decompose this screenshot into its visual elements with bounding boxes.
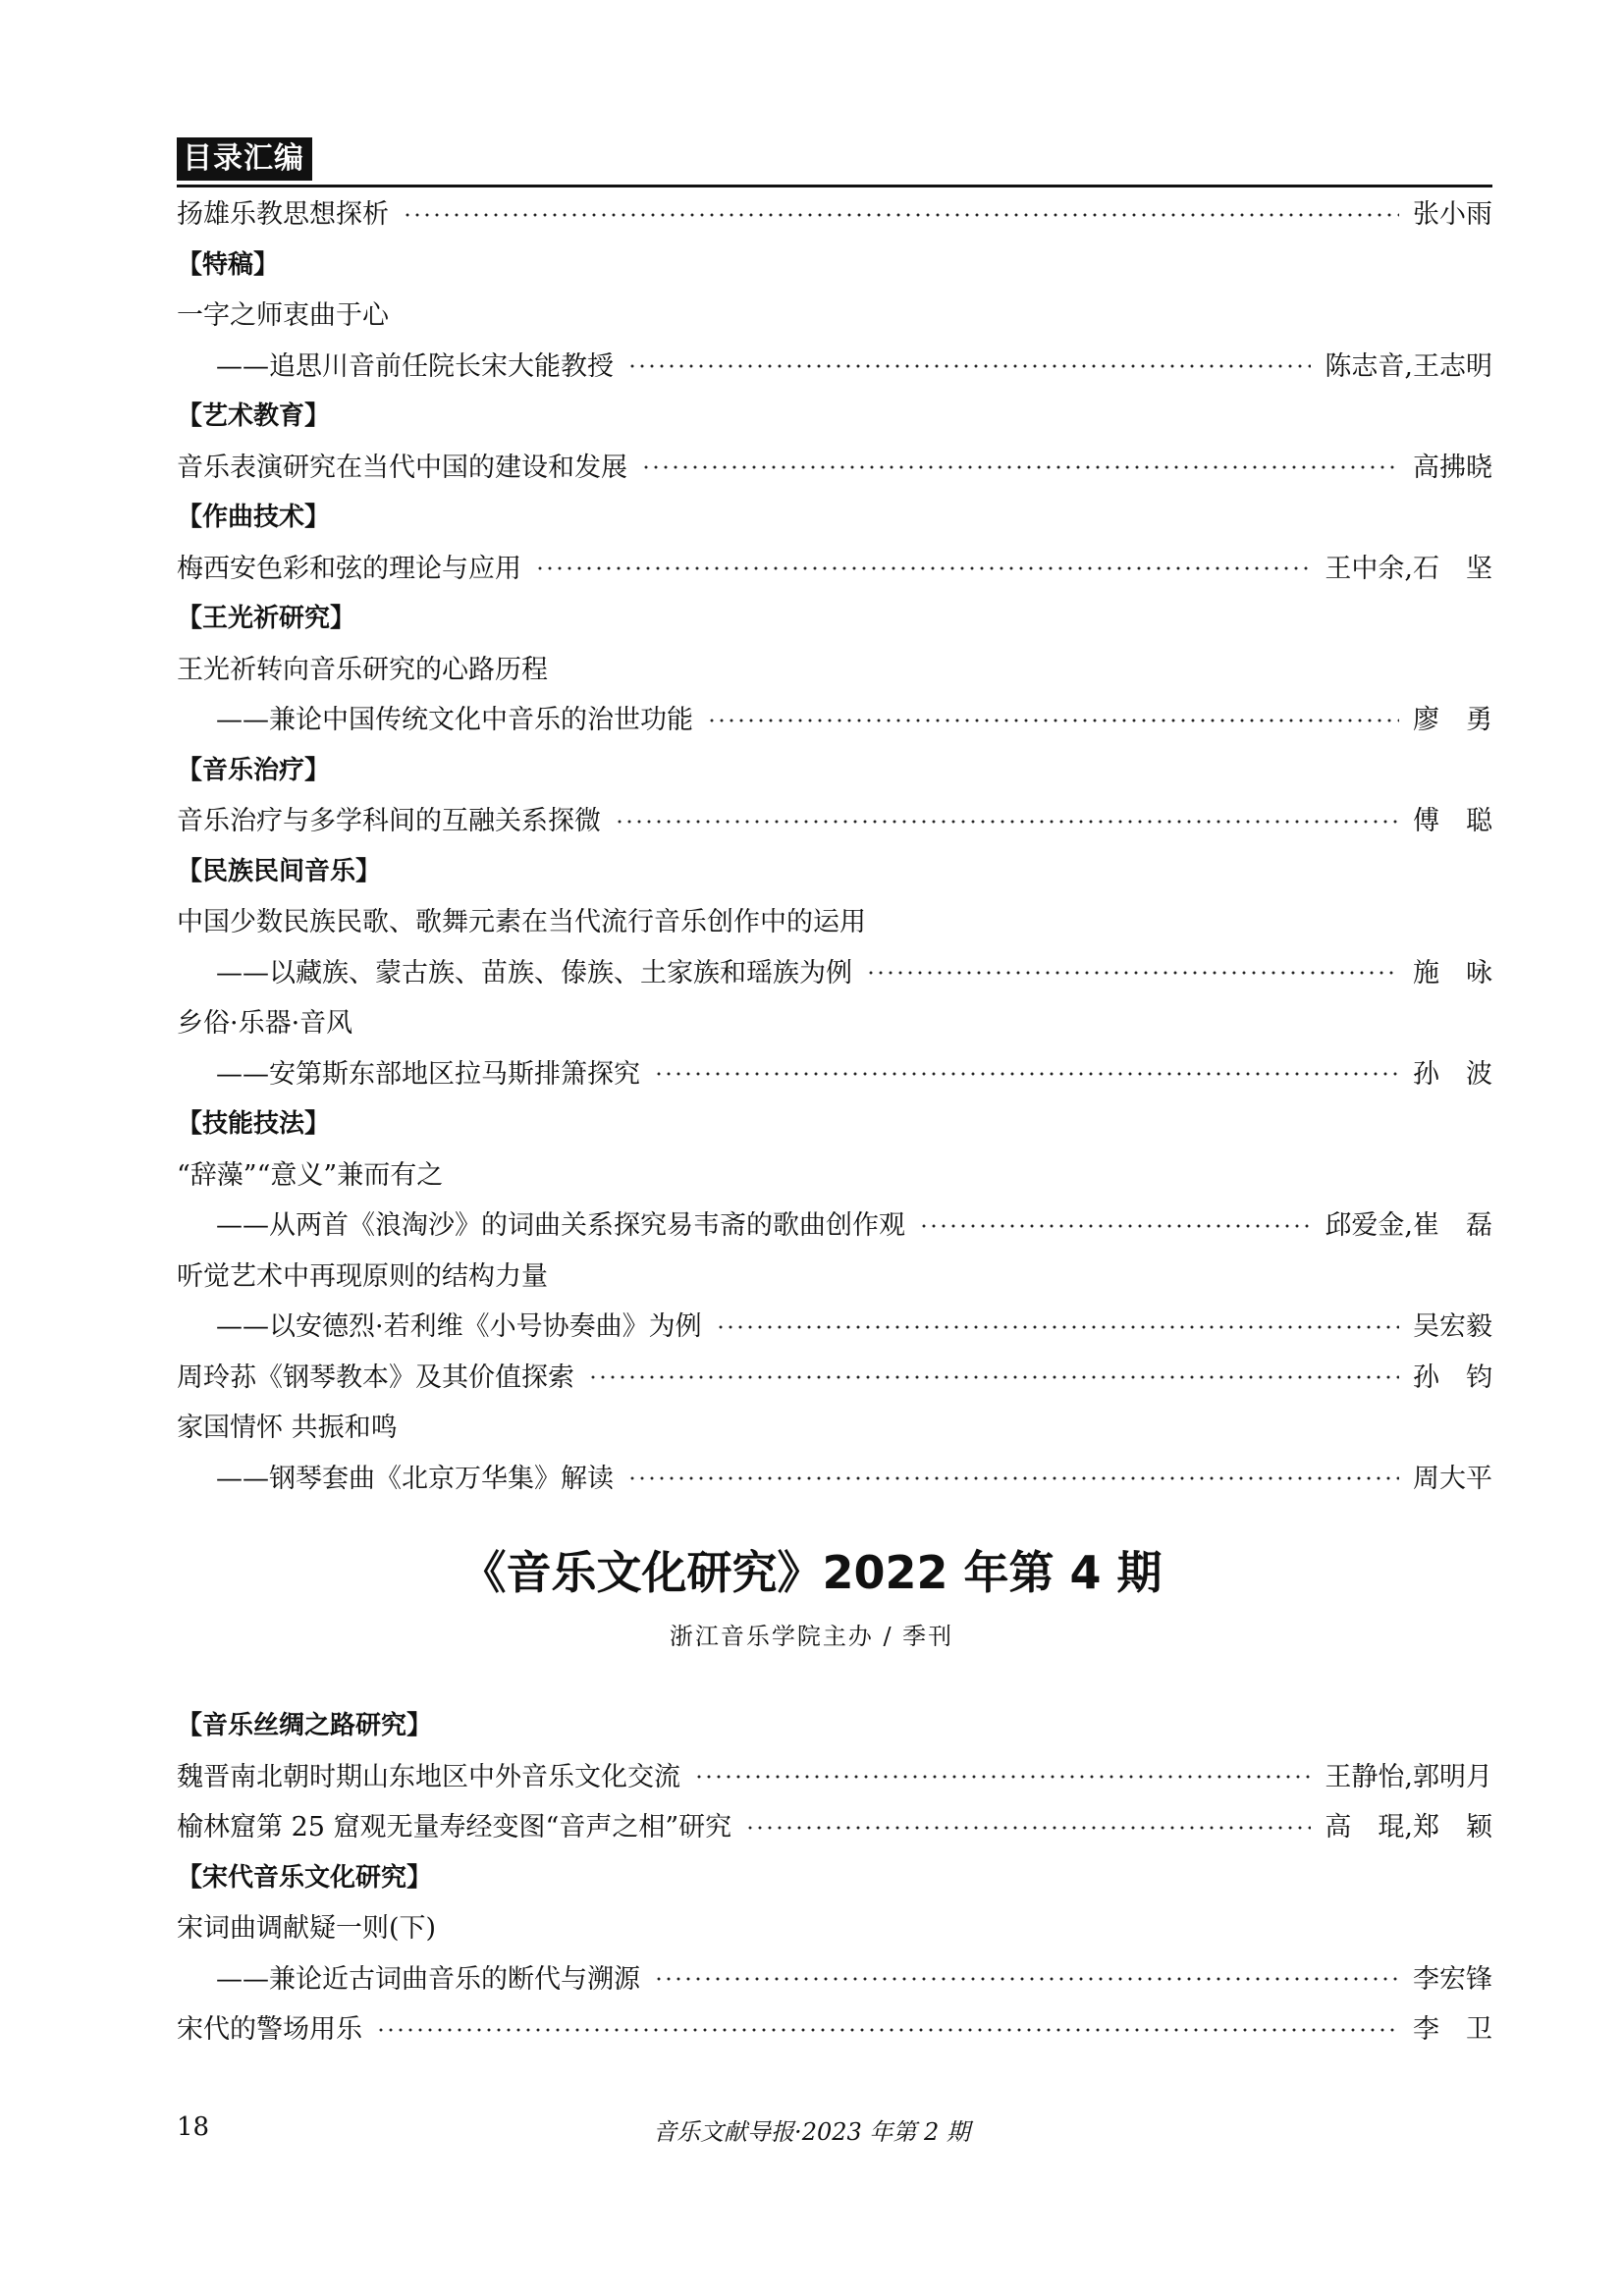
dot-leader — [627, 363, 1311, 369]
toc-entry-title: 家国情怀 共振和鸣 — [177, 1413, 398, 1444]
toc-entry — [177, 1799, 1492, 1850]
toc-entry-author: 孙 钧 — [1413, 1362, 1492, 1393]
toc-subtitle-entry — [177, 1951, 1492, 2002]
toc-article-title — [177, 1400, 1492, 1451]
toc-entry-author: 陈志音,王志明 — [1325, 350, 1492, 382]
toc-entry-title: ——追思川音前任院长宋大能教授 — [216, 350, 614, 382]
dot-leader — [745, 1825, 1311, 1831]
section-label: 目录汇编 — [177, 137, 312, 181]
toc-entry-title: ——以安德烈·若利维《小号协奏曲》为例 — [216, 1311, 702, 1343]
toc-entry-title: 中国少数民族民歌、歌舞元素在当代流行音乐创作中的运用 — [177, 907, 866, 938]
toc-entry-title: 宋词曲调献疑一则(下) — [177, 1913, 437, 1945]
toc-category: 【技能技法】 — [177, 1109, 331, 1140]
journal-subtitle: 浙江音乐学院主办 / 季刊 — [669, 1623, 954, 1650]
toc-entry-title: 乡俗·乐器·音风 — [177, 1008, 353, 1040]
toc-entry-title: 听觉艺术中再现原则的结构力量 — [177, 1260, 548, 1292]
footer-journal-issue: 音乐文献导报·2023 年第 2 期 — [653, 2118, 970, 2146]
dot-leader — [403, 212, 1399, 218]
toc-category: 【王光祈研究】 — [177, 604, 356, 634]
toc-article-title — [177, 1249, 1492, 1300]
toc-entry-title: 扬雄乐教思想探析 — [177, 199, 389, 231]
toc-entry-title: 宋代的警场用乐 — [177, 2014, 362, 2046]
toc-article-title — [177, 1148, 1492, 1199]
dot-leader — [654, 1976, 1399, 1982]
toc-subtitle-entry — [177, 1198, 1492, 1249]
toc-entry — [177, 793, 1492, 844]
toc-entry — [177, 2002, 1492, 2053]
toc-entry-author: 周大平 — [1413, 1463, 1492, 1494]
dot-leader — [654, 1071, 1399, 1077]
toc-entry-title: 周玲荪《钢琴教本》及其价值探索 — [177, 1362, 574, 1393]
toc-article-title — [177, 894, 1492, 945]
dot-leader — [588, 1374, 1399, 1380]
toc-list-top — [177, 187, 1492, 1501]
dot-leader — [707, 718, 1399, 723]
dot-leader — [615, 819, 1399, 825]
toc-subtitle-entry — [177, 692, 1492, 743]
toc-article-title — [177, 642, 1492, 693]
dot-leader — [716, 1324, 1399, 1330]
toc-entry — [177, 440, 1492, 491]
toc-subtitle-entry — [177, 339, 1492, 390]
toc-entry — [177, 1350, 1492, 1401]
toc-entry-title: 一字之师衷曲于心 — [177, 300, 389, 332]
section-header — [177, 137, 1492, 187]
toc-entry-author: 施 咏 — [1413, 957, 1492, 988]
toc-entry — [177, 187, 1492, 238]
toc-entry — [177, 541, 1492, 592]
dot-leader — [866, 970, 1399, 976]
toc-entry — [177, 1749, 1492, 1800]
toc-category: 【艺术教育】 — [177, 401, 331, 432]
toc-entry-title: “辞藻”“意义”兼而有之 — [177, 1159, 444, 1191]
toc-entry-author: 张小雨 — [1413, 199, 1492, 231]
dot-leader — [627, 1475, 1399, 1481]
toc-category: 【特稿】 — [177, 249, 280, 280]
toc-article-title — [177, 288, 1492, 339]
toc-entry-author: 廖 勇 — [1413, 705, 1492, 736]
toc-entry-title: ——钢琴套曲《北京万华集》解读 — [216, 1463, 614, 1494]
toc-entry-author: 高拂晓 — [1413, 452, 1492, 483]
toc-category: 【作曲技术】 — [177, 503, 331, 533]
toc-article-title — [177, 1900, 1492, 1951]
page-number: 18 — [177, 2112, 210, 2142]
toc-entry-author: 王中余,石 坚 — [1325, 553, 1492, 584]
toc-entry-author: 傅 聪 — [1413, 806, 1492, 837]
toc-entry-title: ——从两首《浪淘沙》的词曲关系探究易韦斋的歌曲创作观 — [216, 1210, 905, 1242]
toc-entry-author: 孙 波 — [1413, 1058, 1492, 1090]
journal-title: 《音乐文化研究》2022 年第 4 期 — [460, 1546, 1163, 1599]
toc-entry-author: 高 琨,郑 颖 — [1325, 1812, 1492, 1843]
dot-leader — [535, 565, 1311, 571]
dot-leader — [919, 1223, 1311, 1229]
toc-entry-author: 李宏锋 — [1413, 1963, 1492, 1995]
toc-entry-title: 榆林窟第 25 窟观无量寿经变图“音声之相”研究 — [177, 1812, 732, 1843]
toc-subtitle-entry — [177, 945, 1492, 996]
dot-leader — [694, 1774, 1311, 1780]
toc-entry-title: ——以藏族、蒙古族、苗族、傣族、土家族和瑶族为例 — [216, 957, 852, 988]
toc-entry-title: 音乐表演研究在当代中国的建设和发展 — [177, 452, 627, 483]
toc-entry-title: ——兼论中国传统文化中音乐的治世功能 — [216, 705, 693, 736]
toc-subtitle-entry — [177, 1451, 1492, 1502]
toc-category: 【音乐治疗】 — [177, 755, 331, 785]
toc-category: 【民族民间音乐】 — [177, 856, 382, 886]
toc-article-title — [177, 995, 1492, 1046]
toc-entry-author: 吴宏毅 — [1413, 1311, 1492, 1343]
toc-subtitle-entry — [177, 1046, 1492, 1097]
toc-entry-author: 王静怡,郭明月 — [1325, 1761, 1492, 1792]
dot-leader — [376, 2027, 1399, 2033]
toc-category: 【音乐丝绸之路研究】 — [177, 1711, 433, 1741]
toc-subtitle-entry — [177, 1299, 1492, 1350]
toc-entry-title: 梅西安色彩和弦的理论与应用 — [177, 553, 521, 584]
toc-list-bottom — [177, 1698, 1492, 2053]
toc-entry-title: ——安第斯东部地区拉马斯排箫探究 — [216, 1058, 640, 1090]
toc-entry-title: 王光祈转向音乐研究的心路历程 — [177, 654, 548, 685]
toc-entry-title: ——兼论近古词曲音乐的断代与溯源 — [216, 1963, 640, 1995]
dot-leader — [641, 464, 1399, 470]
toc-entry-author: 李 卫 — [1413, 2014, 1492, 2046]
toc-category: 【宋代音乐文化研究】 — [177, 1862, 433, 1893]
toc-entry-title: 魏晋南北朝时期山东地区中外音乐文化交流 — [177, 1761, 680, 1792]
toc-entry-author: 邱爱金,崔 磊 — [1325, 1210, 1492, 1242]
toc-entry-title: 音乐治疗与多学科间的互融关系探微 — [177, 806, 601, 837]
